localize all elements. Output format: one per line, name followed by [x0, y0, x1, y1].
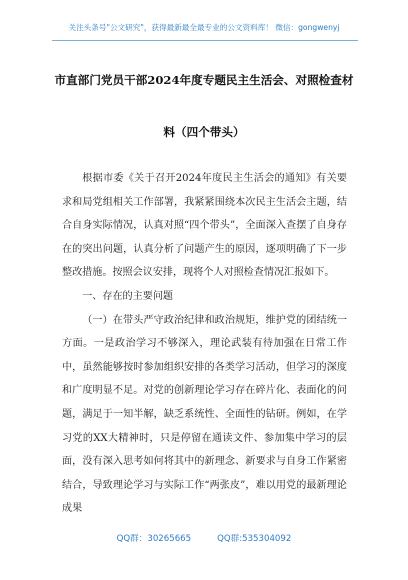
- section1-heading: 一、存在的主要问题: [82, 290, 174, 302]
- header-divider: [52, 40, 358, 41]
- document-title-line1: 市直部门党员干部2024年度专题民主生活会、对照检查材: [54, 73, 354, 87]
- intro-paragraph: 根据市委《关于召开2024年度民主生活会的通知》有关要求和局党组相关工作部署，我紧紧围绕本次民主生活会主题，结合自身实际情况，认真对照“四个带头”，全面深入查摆了自身存在的突出问题，认真分析了问题产生的原因，逐项明确了下一步整改措施。按照会议安排，现将个人对照检查情况汇报如下。: [62, 173, 347, 279]
- document-title-line2: 料（四个带头）: [163, 125, 245, 139]
- qq-group-1: QQ群：30265665: [116, 534, 192, 544]
- document-body: [62, 167, 347, 521]
- header-banner: 关注头条号"公文研究"，获得最新最全最专业的公文资料库！ 微信：gongwenyj: [68, 23, 340, 32]
- qq-group-2: QQ群:535304092: [217, 534, 292, 544]
- section1-paragraph1: （一）在带头严守政治纪律和政治规矩，维护党的团结统一方面。一是政治学习不够深入，理论武装有待加强在日常工作中，虽然能够按时参加组织安排的各类学习活动，但学习的深度和广度明显不足。对党的创新理论学习存在碎片化、表面化的问题，满足于一知半解，缺乏系统性、全面性的钻研。例如，在学习党的XX大精神时，只是停留在通读文件、参加集中学习的层面，没有深入思考如何将其中的新理念、新要求与自身工作紧密结合，导致理论学习与实际工作“两张皮”，难以用党的最新理论成果: [62, 314, 347, 515]
- footer-contact: [0, 532, 408, 544]
